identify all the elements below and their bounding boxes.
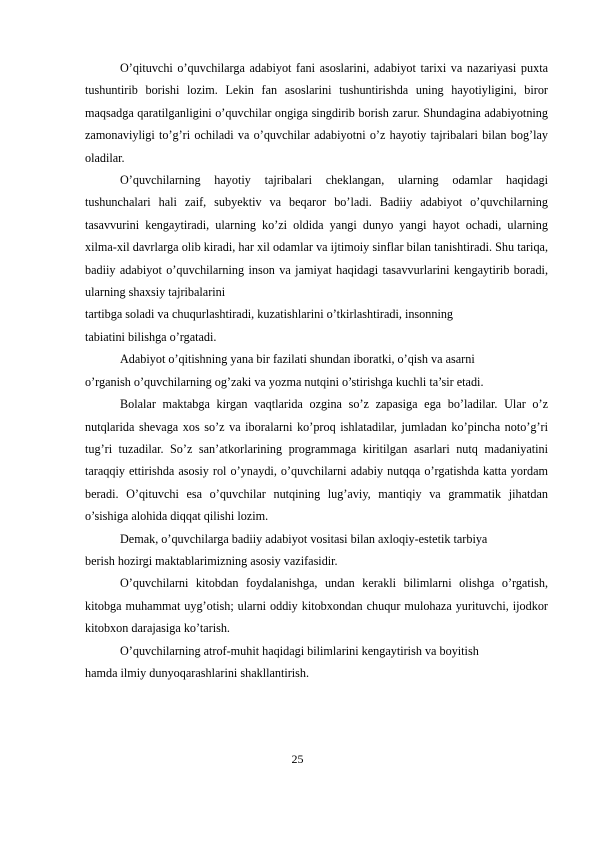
paragraph-4-line-1: Adabiyot o’qitishning yana bir fazilati shundan iboratki, o’qish va asarni bbox=[120, 352, 475, 367]
paragraph-4-line-2: o’rganish o’quvchilarning og’zaki va yozma nutqini o’stirishga kuchli ta’sir etadi. bbox=[85, 374, 484, 389]
page-number: 25 bbox=[291, 752, 304, 766]
paragraph-8-line-2: hamda ilmiy dunyoqarashlarini shakllantirish. bbox=[85, 665, 310, 680]
paragraph-6 bbox=[85, 528, 548, 573]
body-text bbox=[85, 57, 548, 684]
paragraph-8-line-1: O’quvchilarning atrof-muhit haqidagi bilimlarini kengaytirish va boyitish bbox=[120, 643, 479, 658]
paragraph-3-line-1: tartibga soladi va chuqurlashtiradi, kuzatishlarini o’tkirlashtiradi, insonning bbox=[85, 307, 454, 322]
paragraph-3-line-2: tabiatini bilishga o’rgatadi. bbox=[85, 329, 217, 344]
paragraph-1: O’qituvchi o’quvchilarga adabiyot fani asoslarini, adabiyot tarixi va nazariyasi puxta tushuntirib borishi lozim. Lekin fan asoslarini tushuntirishda uning hayotiyligini, biror maqsadga qaratilganligini o’quvchilar ongiga singdirib borish zarur. Shundagina adabiyotning zamonaviyligi to’g’ri ochiladi va o’quvchilar adabiyotni o’z hayotiy tajribalari bilan bog’lay oladilar. bbox=[85, 61, 548, 165]
paragraph-6-line-1: Demak, o’quvchilarga badiiy adabiyot vositasi bilan axloqiy-estetik tarbiya bbox=[120, 531, 488, 546]
paragraph-6-line-2: berish hozirgi maktablarimizning asosiy vazifasidir. bbox=[85, 553, 338, 568]
paragraph-4 bbox=[85, 348, 548, 393]
paragraph-5: Bolalar maktabga kirgan vaqtlarida ozgina so’z zapasiga ega bo’ladilar. Ular o’z nutqlarida shevaga xos so’z va iboralarni ko’proq ishlatadilar, jumladan ko’pincha noto’g’ri tug’ri tuzadilar. So’z san’atkorlarining programmaga kiritilgan asarlari nutq madaniyatini taraqqiy ettirishda asosiy rol o’ynaydi, o’quvchilarni adabiy nutqqa o’rgatishda katta yordam beradi. O’qituvchi esa o’quvchilar nutqining lug’aviy, mantiqiy va grammatik jihatdan o’sishiga alohida diqqat qilishi lozim. bbox=[85, 397, 548, 524]
paragraph-8 bbox=[85, 640, 548, 685]
paragraph-7: O’quvchilarni kitobdan foydalanishga, undan kerakli bilimlarni olishga o’rgatish, kitobga muhammat uyg’otish; ularni oddiy kitobxondan chuqur mulohaza yurituvchi, ijodkor kitobxon darajasiga ko’tarish. bbox=[85, 576, 548, 636]
paragraph-2: O’quvchilarning hayotiy tajribalari cheklangan, ularning odamlar haqidagi tushunchalari hali zaif, subyektiv va beqaror bo’ladi. Badiiy adabiyot o’quvchilarning tasavvurini kengaytiradi, ularning ko’zi oldida yangi dunyo yangi hayot ochadi, ularning xilma-xil davrlarga olib kiradi, har xil odamlar va ijtimoiy sinflar bilan tanishtiradi. Shu tariqa, badiiy adabiyot o’quvchilarning inson va jamiyat haqidagi tasavvurlarini kengaytirib boradi, ularning shaxsiy tajribalarini bbox=[85, 173, 548, 300]
paragraph-3 bbox=[85, 303, 548, 348]
